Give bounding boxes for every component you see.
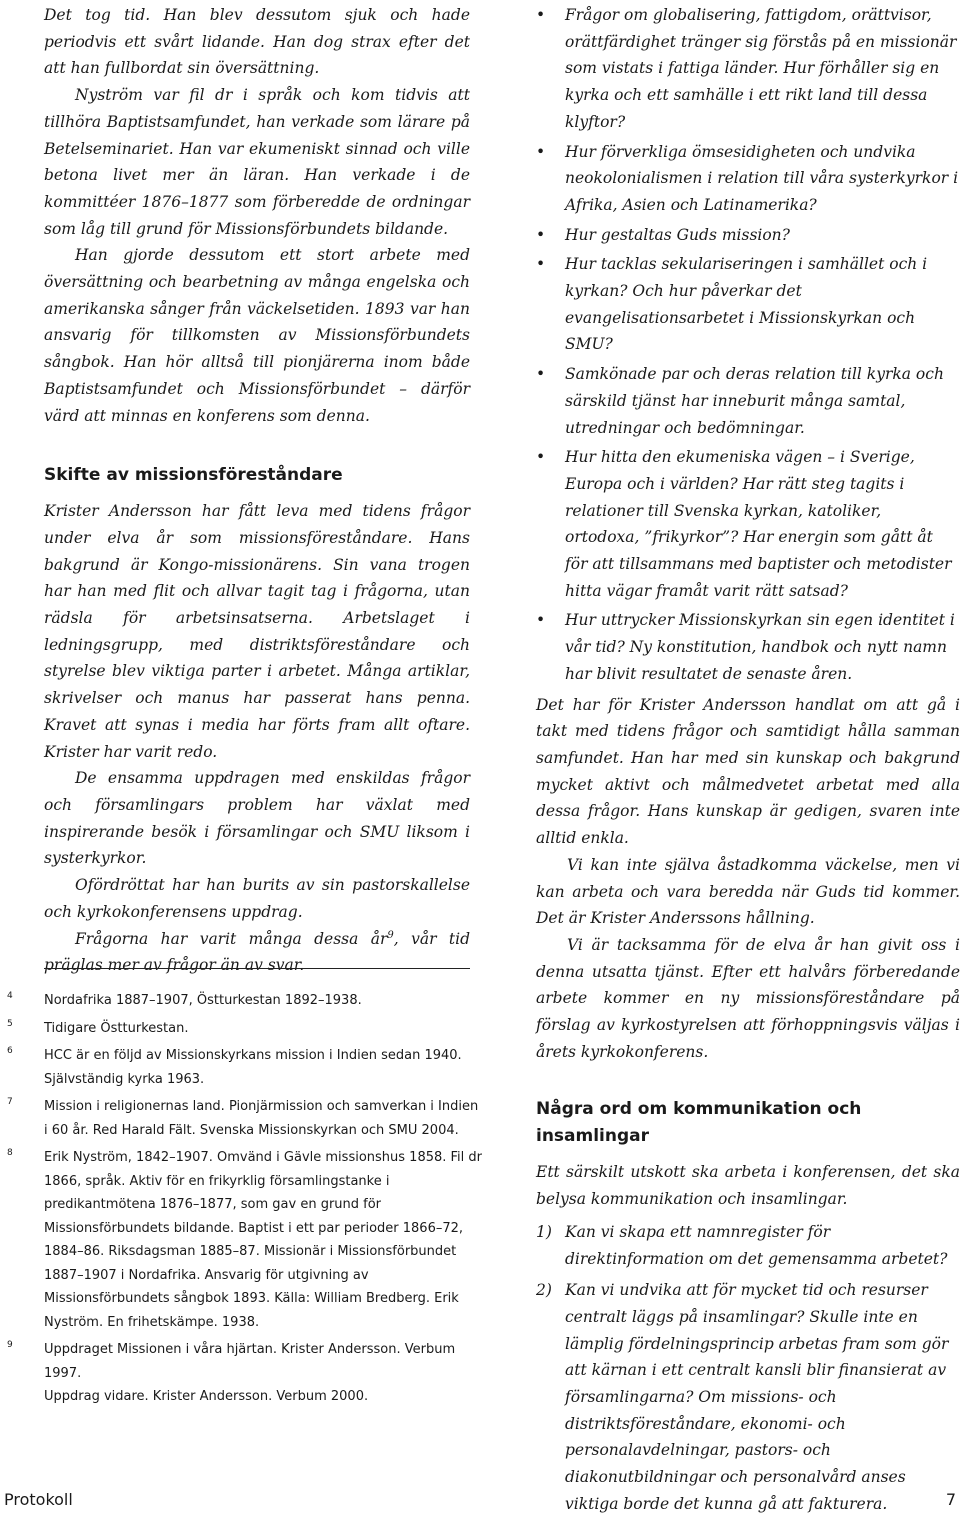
section-heading-leader-change: Skifte av missionsföreståndare xyxy=(44,465,343,486)
numbered-item-text: Kan vi undvika att för mycket tid och resurser centralt läggs på insamlingar? Skulle inte en lämplig fördelningsprincip arbetas fram som gör att kärnan i ett centralt kansli blir finansierat av församlingarna? Om missions- och distriktsföreståndare, ekonomi- och personalavdelningar, pastors- och diakonutbildningar och personalvård anses viktiga borde det kunna gå att fakturera. xyxy=(565,1281,949,1513)
footnote-text: Nordafrika 1887–1907, Östturkestan 1892–1938. xyxy=(44,993,362,1008)
bullet-icon: • xyxy=(536,6,546,24)
list-item-text: Hur hitta den ekumeniska vägen – i Sverige, Europa och i världen? Har rätt steg tagits i relationer till Svenska kyrkan, katoliker, ortodoxa, ”frikyrkor”? Har energin som gått åt för att tillsammans med baptister och metodister hitta vägar framåt varit rätt satsad? xyxy=(565,448,952,600)
footnote-7 xyxy=(7,1095,484,1142)
numbered-item-text: Kan vi skapa ett namnregister för direktinformation om det gemensamma arbetet? xyxy=(565,1222,948,1268)
footnote-9 xyxy=(7,1338,484,1409)
footnote-text: Tidigare Östturkestan. xyxy=(44,1020,189,1036)
list-item-text: Hur tacklas sekulariseringen i samhället och i kyrkan? Och hur påverkar det evangelisationsarbetet i Missionskyrkan och SMU? xyxy=(565,255,928,354)
list-item-text: Hur förverkliga ömsesidigheten och undvika neokolonialismen i relation till våra systerkyrkor i Afrika, Asien och Latinamerika? xyxy=(565,142,959,214)
paragraph-translation: Han gjorde dessutom ett stort arbete med översättning och bearbetning av många engelska och amerikanska sånger från väckelsetiden. 1893 var han ansvarig för tillkomsten av Missionsförbundets sångbok. Han hör alltså till pionjärerna inom både Baptistsamfundet och Missionsförbundet – därför värd att minnas en konferens som denna. xyxy=(44,246,470,425)
footnote-mark: 5 xyxy=(7,1018,13,1029)
list-item xyxy=(536,139,960,219)
footnote-text: HCC är en följd av Missionskyrkans mission i Indien sedan 1940. Självständig kyrka 1963. xyxy=(44,1048,462,1087)
footnote-mark: 6 xyxy=(7,1046,13,1056)
paragraph-andersson: Krister Andersson har fått leva med tidens frågor under elva år som missionsföreståndare. Hans bakgrund är Kongo-missionärens. Sin vana trogen har han med flit och allvar tagit tag i frågorna, utan rädsla för arbetsinsatserna. Arbetslaget i ledningsgrupp, med distriktsföreståndare och styrelse blev viktiga parter i arbetet. Många artiklar, skrivelser och manus har passerat hans penna. Kravet att synas i media har förts fram allt oftare. Krister har varit redo. xyxy=(44,502,470,761)
footnote-text: Mission i religionernas land. Pionjärmission och samverkan i Indien i 60 år. Red Harald Fält. Svenska Missionskyrkan och SMU 2004. xyxy=(44,1099,479,1138)
list-item xyxy=(536,2,960,136)
footnote-5 xyxy=(7,1017,484,1041)
footnote-mark: 7 xyxy=(7,1097,13,1107)
questions-list xyxy=(536,2,960,688)
numbered-list xyxy=(536,1219,960,1518)
paragraph-andersson-work: Det har för Krister Andersson handlat om att gå i takt med tidens frågor och samtidigt hålla samman samfundet. Han har med sin kunskap och bakgrund mycket aktivt och målmedvetet arbetat med alla dessa frågor. Hans kunskap är gedigen, svaren inte alltid enkla. xyxy=(536,695,960,848)
right-column xyxy=(536,0,960,1523)
list-item xyxy=(536,251,960,358)
footnote-divider xyxy=(44,968,470,969)
list-item-text: Hur gestaltas Guds mission? xyxy=(565,225,790,244)
paragraph-gratitude: Vi är tacksamma för de elva år han givit oss i denna utsatta tjänst. Efter ett halvårs förberedande arbete kommer en ny missionsföreståndare på förslag av kyrkostyrelsen att förhoppningsvis väljas i årets kyrkokonferens. xyxy=(536,935,960,1061)
section-heading-communication: Några ord om kommunikation och insamlingar xyxy=(536,1099,862,1147)
paragraph-revival: Vi kan inte själva åstadkomma väckelse, men vi kan arbeta och vara beredda när Guds tid kommer. Det är Krister Anderssons hållning. xyxy=(536,855,960,928)
paragraph-calling: Ofördröttat har han burits av sin pastorskallelse och kyrkokonferensens uppdrag. xyxy=(44,876,470,921)
list-item xyxy=(536,361,960,441)
bullet-icon: • xyxy=(536,255,546,274)
footnote-6 xyxy=(7,1044,484,1091)
paragraph-intro: Det tog tid. Han blev dessutom sjuk och hade periodvis ett svårt lidande. Han dog strax efter det att han fullbordat sin översättning. xyxy=(44,6,470,78)
footnote-text-extra: Uppdrag vidare. Krister Andersson. Verbum 2000. xyxy=(44,1389,369,1404)
list-item-text: Frågor om globalisering, fattigdom, orättvisor, orättfärdighet tränger sig förstås på en missionär som vistats i fattiga länder. Hur förhåller sig en kyrka och ett samhälle i ett rikt land till dessa klyftor? xyxy=(565,6,957,131)
paragraph-assignments: De ensamma uppdragen med enskildas frågor och församlingars problem har växlat med inspirerande besök i församlingar och SMU liksom i systerkyrkor. xyxy=(44,769,470,868)
paragraph-committee: Ett särskilt utskott ska arbeta i konferensen, det ska belysa kommunikation och insamlingar. xyxy=(536,1163,960,1209)
footnote-8 xyxy=(7,1146,484,1334)
footnote-mark: 4 xyxy=(7,991,13,1001)
bullet-icon: • xyxy=(536,225,546,244)
list-item-text: Hur uttrycker Missionskyrkan sin egen identitet i vår tid? Ny konstitution, handbok och nytt namn har blivit resultatet de senaste åren. xyxy=(565,611,955,683)
list-item xyxy=(536,222,960,249)
bullet-icon: • xyxy=(536,448,546,467)
footnote-ref-9: 9 xyxy=(387,929,394,941)
list-item-text: Samkönade par och deras relation till kyrka och särskild tjänst har inneburit många samtal, utredningar och bedömningar. xyxy=(565,365,944,437)
left-column xyxy=(7,0,483,1404)
questions-text-a: Frågorna har varit många dessa år xyxy=(75,929,388,948)
bullet-icon: • xyxy=(536,365,546,384)
publication-name: Protokoll xyxy=(4,1490,73,1509)
page-number: 7 xyxy=(945,1490,956,1509)
list-item xyxy=(536,444,960,604)
footnotes xyxy=(7,989,484,1413)
bullet-icon: • xyxy=(536,611,546,630)
footnote-4 xyxy=(7,989,484,1013)
list-item xyxy=(536,607,960,687)
footnote-mark: 8 xyxy=(7,1148,13,1158)
numbered-item xyxy=(536,1219,960,1272)
footnote-text: Erik Nyström, 1842–1907. Omvänd i Gävle missionshus 1858. Fil dr 1866, språk. Aktiv för en frikyrklig församlingstanke i predikantmötena 1876–1877, som gav en grund för Missionsförbundets bildande. Baptist i ett par perioder 1866–72, 1884–86. Riksdagsman 1885–87. Missionär i Missionsförbundet 1887–1907 i Nordafrika. Ansvarig för utgivning av Missionsförbundets sångbok 1893. Källa: William Bredberg. Erik Nyström. En frihetskämpe. 1938. xyxy=(44,1150,483,1330)
paragraph-questions xyxy=(44,926,470,979)
bullet-icon: • xyxy=(536,142,546,161)
item-number: 1) xyxy=(536,1222,552,1241)
footnote-mark: 9 xyxy=(7,1340,13,1350)
footnote-text: Uppdraget Missionen i våra hjärtan. Krister Andersson. Verbum 1997. xyxy=(44,1342,456,1381)
questions-text-b: , vår tid präglas mer av frågor än av svar. xyxy=(44,929,471,975)
item-number: 2) xyxy=(536,1281,552,1300)
numbered-item xyxy=(536,1277,960,1517)
page-footer xyxy=(0,1490,960,1512)
paragraph-nystrom: Nyström var fil dr i språk och kom tidvis att tillhöra Baptistsamfundet, han verkade som lärare på Betelseminariet. Han var ekumeniskt sinnad och ville betona livet mer än läran. Han verkade i de kommittéer 1876–1877 som förberedde de ordningar som låg till grund för Missionsförbundets bildande. xyxy=(44,86,470,238)
